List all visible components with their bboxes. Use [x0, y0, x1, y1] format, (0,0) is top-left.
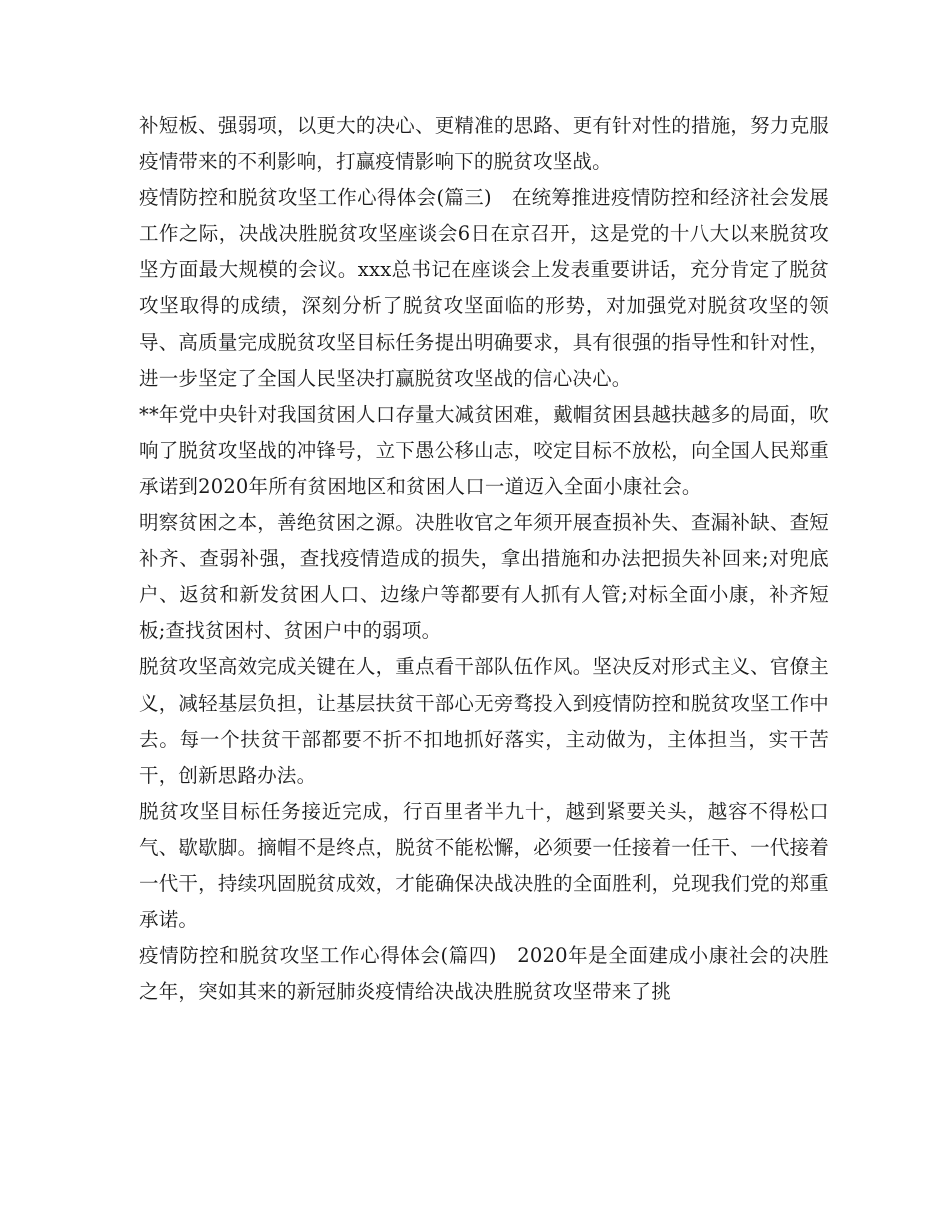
paragraph-2: 疫情防控和脱贫攻坚工作心得体会(篇三) 在统筹推进疫情防控和经济社会发展工作之际，决战决胜脱贫攻坚座谈会6日在京召开，这是党的十八大以来脱贫攻坚方面最大规模的会议。xxx总书记在座谈会上发表重要讲话，充分肯定了脱贫攻坚取得的成绩，深刻分析了脱贫攻坚面临的形势，对加强党对脱贫攻坚的领导、高质量完成脱贫攻坚目标任务提出明确要求，具有很强的指导性和针对性，进一步坚定了全国人民坚决打赢脱贫攻坚战的信心决心。: [139, 186, 829, 390]
paragraph-5: 脱贫攻坚高效完成关键在人，重点看干部队伍作风。坚决反对形式主义、官僚主义，减轻基层负担，让基层扶贫干部心无旁骛投入到疫情防控和脱贫攻坚工作中去。每一个扶贫干部都要不折不扣地抓好落实，主动做为，主体担当，实干苦干，创新思路办法。: [139, 655, 829, 787]
paragraph-1: 补短板、强弱项，以更大的决心、更精准的思路、更有针对性的措施，努力克服疫情带来的不利影响，打赢疫情影响下的脱贫攻坚战。: [139, 114, 829, 174]
paragraph-6: 脱贫攻坚目标任务接近完成，行百里者半九十，越到紧要关头，越容不得松口气、歇歇脚。摘帽不是终点，脱贫不能松懈，必须要一任接着一任干、一代接着一代干，持续巩固脱贫成效，才能确保决战决胜的全面胜利，兑现我们党的郑重承诺。: [139, 799, 829, 932]
paragraph-7: 疫情防控和脱贫攻坚工作心得体会(篇四) 2020年是全面建成小康社会的决胜之年，突如其来的新冠肺炎疫情给决战决胜脱贫攻坚带来了挑: [139, 944, 829, 1004]
paragraph-4: 明察贫困之本，善绝贫困之源。决胜收官之年须开展查损补失、查漏补缺、查短补齐、查弱补强，查找疫情造成的损失，拿出措施和办法把损失补回来;对兜底户、返贫和新发贫困人口、边缘户等都要有人抓有人管;对标全面小康，补齐短板;查找贫困村、贫困户中的弱项。: [139, 511, 829, 643]
paragraph-3: **年党中央针对我国贫困人口存量大减贫困难，戴帽贫困县越扶越多的局面，吹响了脱贫攻坚战的冲锋号，立下愚公移山志，咬定目标不放松，向全国人民郑重承诺到2020年所有贫困地区和贫困人口一道迈入全面小康社会。: [139, 402, 829, 498]
document-body: [139, 108, 829, 1010]
